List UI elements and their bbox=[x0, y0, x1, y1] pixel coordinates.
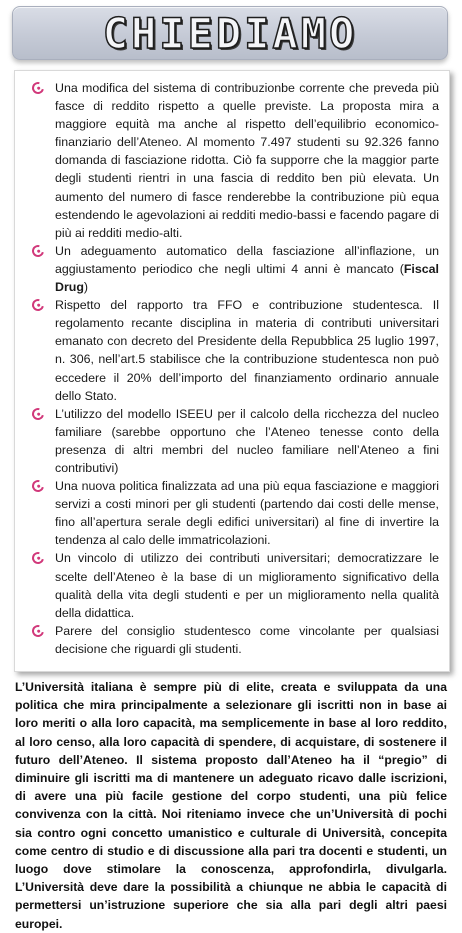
spiral-bullet-icon bbox=[30, 478, 46, 494]
list-item-text: Un adeguamento automatico della fasciazione all’inflazione, un aggiustamento periodico che negli ultimi 4 anni è mancato ( bbox=[55, 243, 439, 276]
requests-list bbox=[15, 79, 449, 658]
list-item-text-tail: ) bbox=[83, 280, 89, 295]
spiral-bullet-icon bbox=[30, 243, 46, 259]
list-item-text: Una nuova politica finalizzata ad una più equa fasciazione e maggiori servizi a costi minori per gli studenti (partendo dai costi delle mense, fino all’apertura serale degli edifici universitari) al fine di invertire la tendenza al calo delle immatricolazioni. bbox=[55, 479, 439, 548]
list-item bbox=[15, 622, 449, 658]
spiral-bullet-icon bbox=[30, 80, 46, 96]
list-item-text: Rispetto del rapporto tra FFO e contribuzione studentesca. Il regolamento recante disciplina in materia di contributi universitari emanato con decreto del Presidente della Repubblica 25 luglio 1997, n. 306, nell’art.5 stabilisce che la contribuzione studentesca non può eccedere il 20% dell’importo del finanziamento ordinario annuale dello Stato. bbox=[55, 298, 439, 403]
list-item bbox=[15, 242, 449, 296]
list-item-text: Parere del consiglio studentesco come vincolante per qualsiasi decisione che riguardi gli studenti. bbox=[55, 623, 439, 656]
requests-box bbox=[14, 70, 450, 672]
spiral-bullet-icon bbox=[30, 297, 46, 313]
list-item bbox=[15, 296, 449, 405]
list-item-text: Un vincolo di utilizzo dei contributi universitari; democratizzare le scelte dell’Ateneo è la base di un miglioramento significativo della qualità della vita degli studenti e per un miglioramento nella qualità della didattica. bbox=[55, 551, 439, 620]
list-item bbox=[15, 405, 449, 477]
header-banner bbox=[12, 6, 448, 60]
list-item bbox=[15, 79, 449, 242]
spiral-bullet-icon bbox=[30, 550, 46, 566]
spiral-bullet-icon bbox=[30, 405, 46, 421]
list-item-emphasis: Fiscal Drug bbox=[55, 261, 439, 295]
spiral-bullet-icon bbox=[30, 623, 46, 639]
list-item bbox=[15, 549, 449, 621]
list-item-text: Una modifica del sistema di contribuzionbe corrente che preveda più fasce di reddito rispetto a quelle previste. La proposta mira a maggiore equità ma anche al rispetto dell’equilibrio economico-finanziario dell’Ateneo. Al momento 7.497 studenti su 92.326 fanno domanda di fasciazione ridotta. Ciò fa supporre che la maggior parte degli studenti rientri in una fascia di reddito ben più elevata. Un aumento del numero di fasce renderebbe la contribuzione più equa estendendo le agevolazioni ai redditi medio-bassi e facendo pagare di più ai redditi medio-alti. bbox=[55, 81, 439, 240]
closing-paragraph: L’Università italiana è sempre più di elite, creata e sviluppata da una politica che mira principalmente a selezionare gli iscritti non in base ai loro meriti o alla loro capacità, ma semplicemente in base al loro reddito, al loro censo, alla loro capacità di spendere, di acquistare, di sostenere il futuro dell’Ateneo. Il sistema proposto dall’Ateneo ha il “pregio” di diminuire gli iscritti ma di mantenere un adeguato ricavo dalle iscrizioni, di avere una più facile gestione del corpo studenti, una più felice convivenza con la città. Noi riteniamo invece che un’Università di pochi sia contro ogni concetto umanistico e culturale di Università, concepita come centro di studio e di discussione alla pari tra docenti e studenti, un luogo dove stimolare la conoscenza, approfondirla, divulgarla. L’Università deve dare la possibilità a chiunque ne abbia le capacità di permettersi un’istruzione superiore che sia alla pari degli altri paesi europei. bbox=[15, 680, 447, 931]
page-title: CHIEDIAMO bbox=[102, 9, 358, 58]
list-item-text: L’utilizzo del modello ISEEU per il calcolo della ricchezza del nucleo familiare (sarebbe opportuno che l’Ateneo tenesse conto della presenza di altri membri del nucleo familiare nell’Ateneo a fini contributivi) bbox=[55, 406, 439, 475]
list-item bbox=[15, 477, 449, 549]
